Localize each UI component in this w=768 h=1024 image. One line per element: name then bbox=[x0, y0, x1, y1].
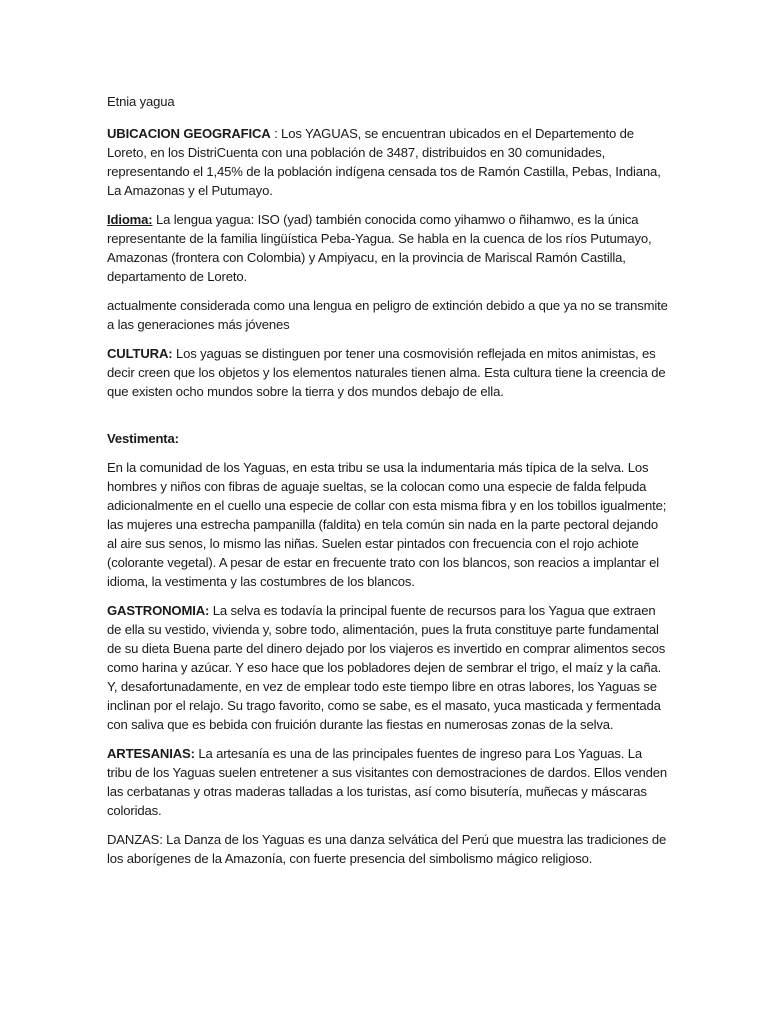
vestimenta-heading: Vestimenta: bbox=[107, 431, 179, 446]
idioma-label: Idioma: bbox=[107, 212, 153, 227]
paragraph-artesanias bbox=[107, 744, 670, 820]
gastronomia-label: GASTRONOMIA: bbox=[107, 603, 210, 618]
paragraph-cultura bbox=[107, 344, 670, 401]
paragraph-danzas: DANZAS: La Danza de los Yaguas es una danza selvática del Perú que muestra las tradiciones de los aborígenes de la Amazonía, con fuerte presencia del simbolismo mágico religioso. bbox=[107, 832, 667, 866]
ubicacion-text: : Los YAGUAS, se encuentran ubicados en el Departemento de Loreto, en los DistriCuenta con una población de 3487, distribuidos en 30 comunidades, representando el 1,45% de la población indígena censada tos de Ramón Castilla, Pebas, Indiana, La Amazonas y el Putumayo. bbox=[107, 126, 661, 198]
paragraph-gastronomia bbox=[107, 601, 670, 734]
idioma-text: La lengua yagua: ISO (yad) también conocida como yihamwo o ñihamwo, es la única representante de la familia lingüística Peba-Yagua. Se habla en la cuenca de los ríos Putumayo, Amazonas (frontera con Colombia) y Ampiyacu, en la provincia de Mariscal Ramón Castilla, departamento de Loreto. bbox=[107, 212, 652, 284]
artesanias-label: ARTESANIAS: bbox=[107, 746, 195, 761]
gastronomia-text: La selva es todavía la principal fuente de recursos para los Yagua que extraen de ella su vestido, vivienda y, sobre todo, alimentación, pues la fruta constituye parte fundamental de su dieta Buena parte del dinero dejado por los viajeros es invertido en comprar alimentos secos como harina y azúcar. Y eso hace que los pobladores dejen de sembrar el trigo, el maíz y la caña. Y, desafortunadamente, en vez de emplear todo este tiempo libre en otras labores, los Yaguas se inclinan por el relajo. Su trago favorito, como se sabe, es el masato, yuca masticada y fermentada con saliva que es bebida con fruición durante las fiestas en numerosas zonas de la selva. bbox=[107, 603, 666, 732]
paragraph-ubicacion bbox=[107, 124, 670, 200]
artesanias-text: La artesanía es una de las principales fuentes de ingreso para Los Yaguas. La tribu de los Yaguas suelen entretener a sus visitantes con demostraciones de dardos. Ellos venden las cerbatanas y otras maderas talladas a los turistas, así como bisutería, muñecas y máscaras coloridas. bbox=[107, 746, 667, 818]
paragraph-idioma bbox=[107, 210, 670, 286]
paragraph-extincion: actualmente considerada como una lengua en peligro de extinción debido a que ya no se transmite a las generaciones más jóvenes bbox=[107, 298, 668, 332]
paragraph-vestimenta: En la comunidad de los Yaguas, en esta tribu se usa la indumentaria más típica de la selva. Los hombres y niños con fibras de aguaje sueltas, se la colocan como una especie de falda felpuda adicionalmente en el cuello una especie de collar con esta misma fibra y en los tobillos igualmente; las mujeres una estrecha pampanilla (faldita) en tela común sin nada en la parte pectoral dejando al aire sus senos, lo mismo las niñas. Suelen estar pintados con frecuencia con el rojo achiote (colorante vegetal). A pesar de estar en frecuente trato con los blancos, son reacios a implantar el idioma, la vestimenta y las costumbres de los blancos. bbox=[107, 460, 667, 589]
document-title: Etnia yagua bbox=[107, 94, 175, 109]
cultura-label: CULTURA: bbox=[107, 346, 173, 361]
cultura-text: Los yaguas se distinguen por tener una cosmovisión reflejada en mitos animistas, es decir creen que los objetos y los elementos naturales tienen alma. Esta cultura tiene la creencia de que existen ocho mundos sobre la tierra y dos mundos debajo de ella. bbox=[107, 346, 666, 399]
ubicacion-label: UBICACION GEOGRAFICA bbox=[107, 126, 271, 141]
